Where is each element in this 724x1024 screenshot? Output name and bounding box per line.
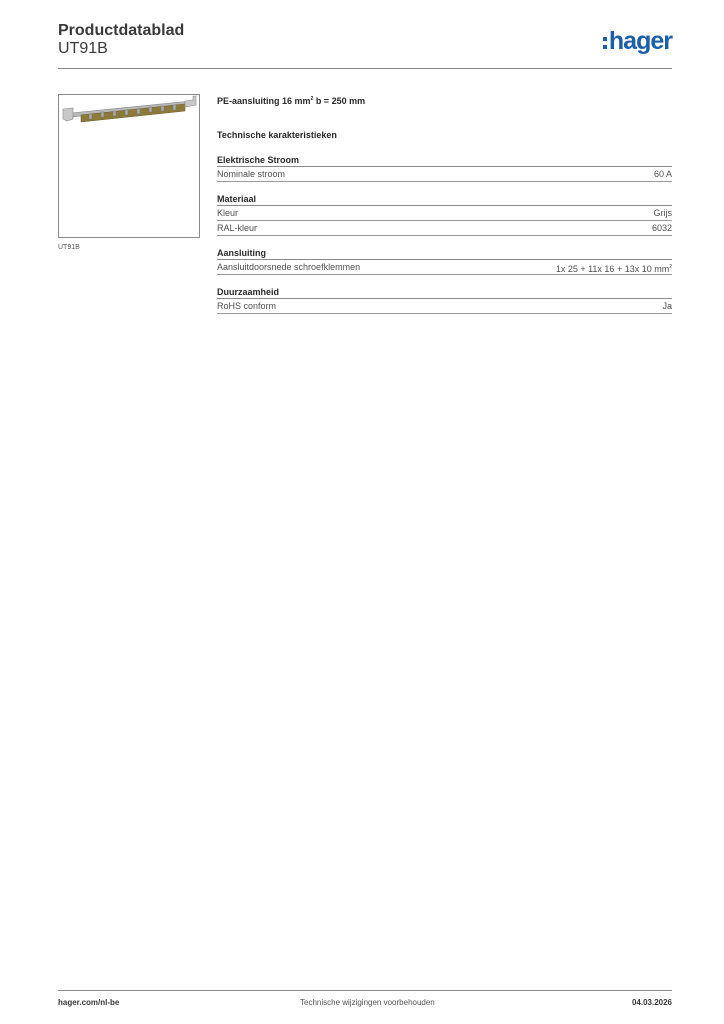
spec-label: RoHS conform	[217, 301, 277, 311]
page-title: Productdatablad	[58, 22, 185, 39]
group-title: Elektrische Stroom	[217, 155, 672, 167]
spec-row	[217, 221, 672, 236]
image-caption: UT91B	[58, 244, 80, 251]
group-title: Materiaal	[217, 194, 672, 206]
spec-label: Kleur	[217, 208, 239, 218]
spec-value: 1x 25 + 11x 16 + 13x 10 $mm^2$	[555, 264, 672, 274]
header-divider	[58, 68, 672, 69]
group-elektrische-stroom	[217, 155, 672, 182]
spec-row	[217, 167, 672, 182]
group-aansluiting	[217, 248, 672, 275]
spec-value: 6032	[651, 223, 672, 233]
logo-dots-icon	[603, 37, 607, 49]
spec-label: Nominale stroom	[217, 169, 286, 179]
group-title: Duurzaamheid	[217, 287, 672, 299]
spec-row	[217, 299, 672, 314]
spec-label: Aansluitdoorsnede schroefklemmen	[217, 262, 361, 272]
spec-row	[217, 206, 672, 221]
footer-divider	[58, 990, 672, 991]
footer-website-link[interactable]: hager.com/nl-be	[58, 998, 120, 1007]
spec-value: Grijs	[653, 208, 672, 218]
logo-text: hager	[608, 27, 672, 55]
group-duurzaamheid	[217, 287, 672, 314]
product-image	[58, 94, 200, 238]
hager-logo	[603, 28, 672, 54]
busbar-image	[59, 95, 199, 237]
spec-section	[217, 96, 672, 314]
group-title: Aansluiting	[217, 248, 672, 260]
spec-row	[217, 260, 672, 275]
footer-disclaimer: Technische wijzigingen voorbehouden	[300, 998, 435, 1007]
spec-label: RAL-kleur	[217, 223, 258, 233]
spec-value: Ja	[662, 301, 672, 311]
product-code: UT91B	[58, 40, 108, 57]
footer-date: 04.03.2026	[631, 998, 672, 1007]
spec-value: 60 A	[653, 169, 672, 179]
tech-heading: Technische karakteristieken	[217, 130, 337, 140]
product-title: PE-aansluiting 16 $mm^2$ b = 250 mm	[217, 96, 366, 106]
group-materiaal	[217, 194, 672, 236]
